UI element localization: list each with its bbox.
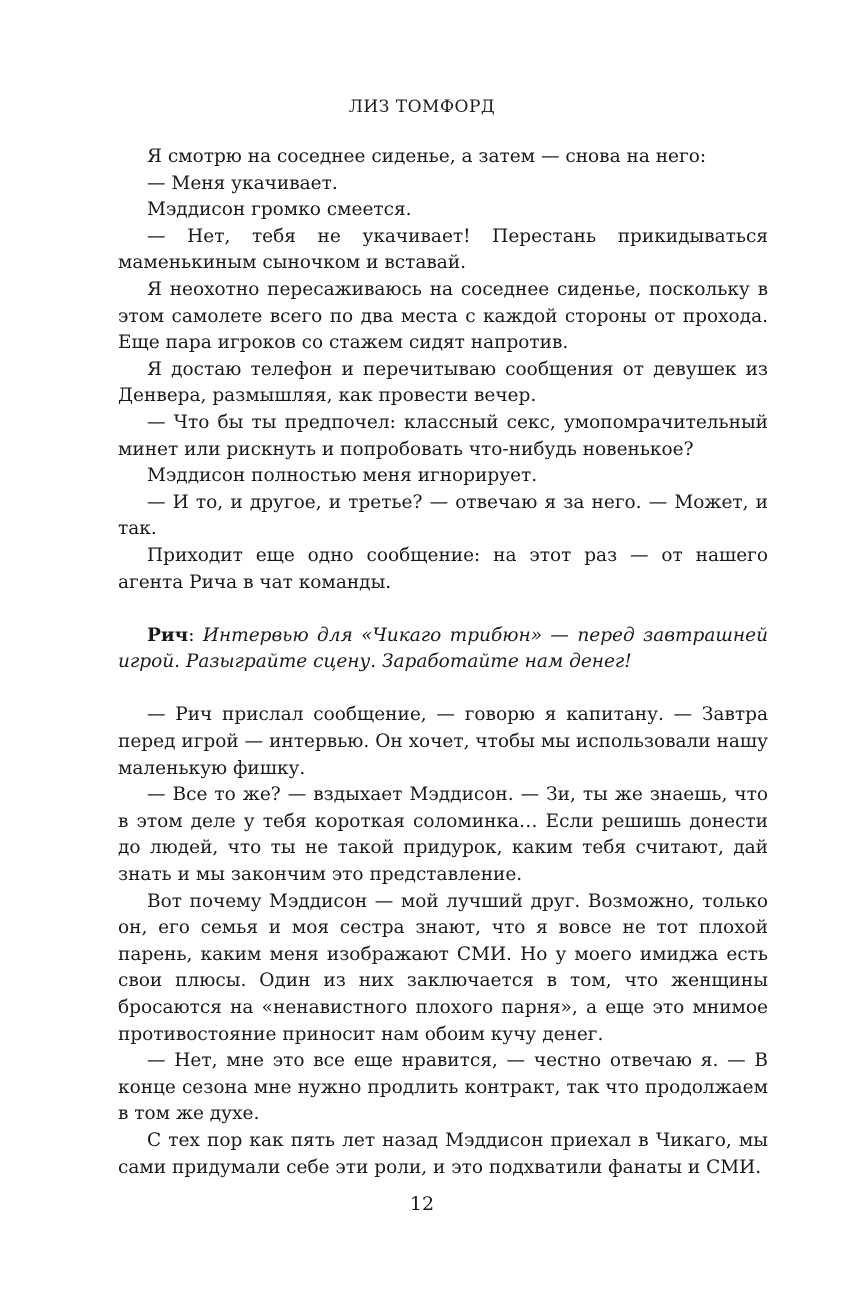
- paragraph: Мэддисон полностью меня игнорирует.: [147, 465, 538, 487]
- paragraph: — Нет, мне это все еще нравится, — честно отвечаю я. — В конце сезона мне нужно продлить контракт, так что продолжаем в том же духе.: [118, 1050, 768, 1125]
- page-text: [118, 144, 768, 1181]
- paragraph: Приходит еще одно сообщение: на этот раз — от нашего агента Рича в чат команды.: [118, 544, 768, 593]
- paragraph: Я смотрю на соседнее сиденье, а затем — снова на него:: [147, 146, 707, 167]
- running-head: ЛИЗ ТОМФОРД: [348, 97, 496, 117]
- message-sender: Рич: [147, 624, 189, 646]
- message-body: Интервью для «Чикаго трибюн» — перед завтрашней игрой. Разыграйте сцену. Заработайте нам денег!: [118, 624, 768, 673]
- paragraph: — Нет, тебя не укачивает! Перестань прикидываться маменькиным сыночком и вставай.: [118, 225, 768, 274]
- paragraph: С тех пор как пять лет назад Мэддисон приехал в Чикаго, мы сами придумали себе эти роли, и это подхватили фанаты и СМИ.: [118, 1129, 768, 1178]
- paragraph: — Меня укачивает.: [147, 172, 338, 194]
- page-number: 12: [409, 1193, 435, 1215]
- message-separator: :: [188, 624, 203, 646]
- text-message: [118, 623, 768, 676]
- paragraph: — Все то же? — вздыхает Мэддисон. — Зи, ты же знаешь, что в этом деле у тебя короткая соломинка… Если решишь донести до людей, что ты не такой придурок, каким тебя считают, дай знать и мы закончим это представление.: [118, 784, 768, 886]
- paragraph: Я достаю телефон и перечитываю сообщения от девушек из Денвера, размышляя, как провести вечер.: [118, 358, 768, 407]
- paragraph: Я неохотно пересаживаюсь на соседнее сиденье, поскольку в этом самолете всего по два места с каждой стороны от прохода. Еще пара игроков со стажем сидят напротив.: [118, 278, 768, 354]
- paragraph: Мэддисон громко смеется.: [147, 199, 412, 221]
- paragraph: — И то, и другое, и третье? — отвечаю я за него. — Может, и так.: [118, 491, 768, 540]
- paragraph: — Рич прислал сообщение, — говорю я капитану. — Завтра перед игрой — интервью. Он хочет, чтобы мы использовали нашу маленькую фишку.: [118, 704, 768, 779]
- paragraph: — Что бы ты предпочел: классный секс, умопомрачительный минет или рискнуть и попробовать что-нибудь новенькое?: [118, 411, 768, 460]
- paragraph: Вот почему Мэддисон — мой лучший друг. Возможно, только он, его семья и моя сестра знают, что я вовсе не тот плохой парень, каким меня изображают СМИ. Но у моего имиджа есть свои плюсы. Один из них заключается в том, что женщины бросаются на «ненавистного плохого парня», а еще это мнимое противостояние приносит нам обоим кучу денег.: [118, 890, 768, 1045]
